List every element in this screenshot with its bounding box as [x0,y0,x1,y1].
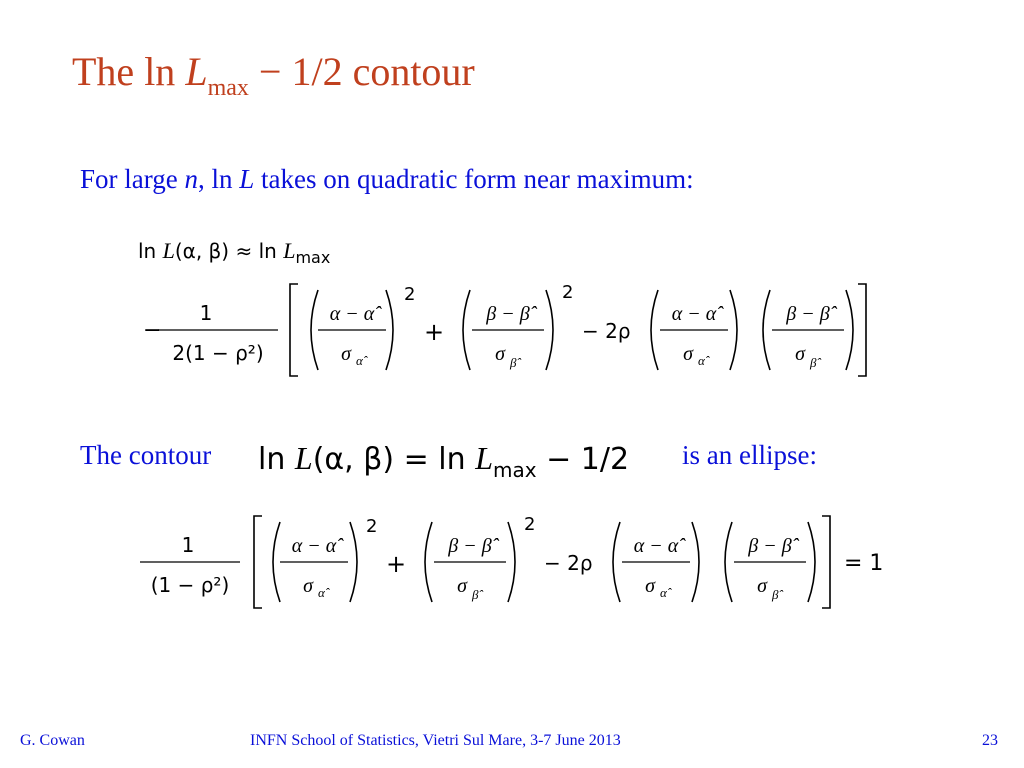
svg-text:= 1: = 1 [844,551,884,576]
svg-text:σ: σ [457,575,467,597]
svg-text:2: 2 [404,284,416,305]
slide-title: The $\ln L_{max} - 1/2$ contour [72,49,475,101]
svg-text:1: 1 [199,301,213,325]
svg-text:+: + [424,318,445,346]
footer-page-number: 23 [982,732,998,749]
svg-text:α̂: α̂ [660,585,667,600]
svg-text:σ: σ [683,343,693,365]
svg-text:α − α̂: α − α̂ [291,535,337,557]
svg-text:α − α̂: α − α̂ [329,303,375,325]
svg-text:(1 − ρ²): (1 − ρ²) [150,573,230,597]
svg-text:σ: σ [795,343,805,365]
svg-text:σ: σ [303,575,313,597]
svg-text:β̂: β̂ [772,587,779,602]
svg-text:β − β̂: β − β̂ [448,535,492,557]
contour-equation: ln L(α, $\beta) = \ln L_{max} - 1/2$ [258,440,630,482]
contour-text-before: The contour [80,440,212,470]
approx-equation-line2 [143,282,866,376]
svg-text:2: 2 [366,516,378,537]
svg-text:α − α̂: α − α̂ [633,535,679,557]
svg-text:β̂: β̂ [810,355,817,370]
svg-text:α − α̂: α − α̂ [671,303,717,325]
svg-text:1: 1 [181,533,195,557]
svg-text:β − β̂: β − β̂ [486,303,530,325]
intro-text: For large n, ln L takes on quadratic form near maximum: [80,164,694,194]
svg-text:σ: σ [495,343,505,365]
svg-text:2: 2 [562,282,574,303]
svg-text:− 2ρ: − 2ρ [582,319,631,343]
contour-text-after: is an ellipse: [682,440,817,470]
svg-text:σ: σ [341,343,351,365]
svg-text:α̂: α̂ [698,353,705,368]
svg-text:σ: σ [645,575,655,597]
footer-event: INFN School of Statistics, Vietri Sul Mare, 3-7 June 2013 [250,732,621,749]
svg-text:β − β̂: β − β̂ [786,303,830,325]
svg-text:σ: σ [757,575,767,597]
footer-author: G. Cowan [20,732,85,749]
svg-text:β̂: β̂ [510,355,517,370]
svg-text:− 2ρ: − 2ρ [544,551,593,575]
approx-equation-line1: ln L(α, $\beta) \approx \ln L_{max}$ [138,238,331,267]
svg-text:α̂: α̂ [318,585,325,600]
svg-text:β̂: β̂ [472,587,479,602]
svg-text:α̂: α̂ [356,353,363,368]
svg-text:+: + [386,550,407,578]
svg-text:−: − [143,318,162,343]
svg-text:2(1 − ρ²): 2(1 − ρ²) [172,341,264,365]
svg-text:β − β̂: β − β̂ [748,535,792,557]
ellipse-equation [140,514,883,608]
svg-text:2: 2 [524,514,536,535]
